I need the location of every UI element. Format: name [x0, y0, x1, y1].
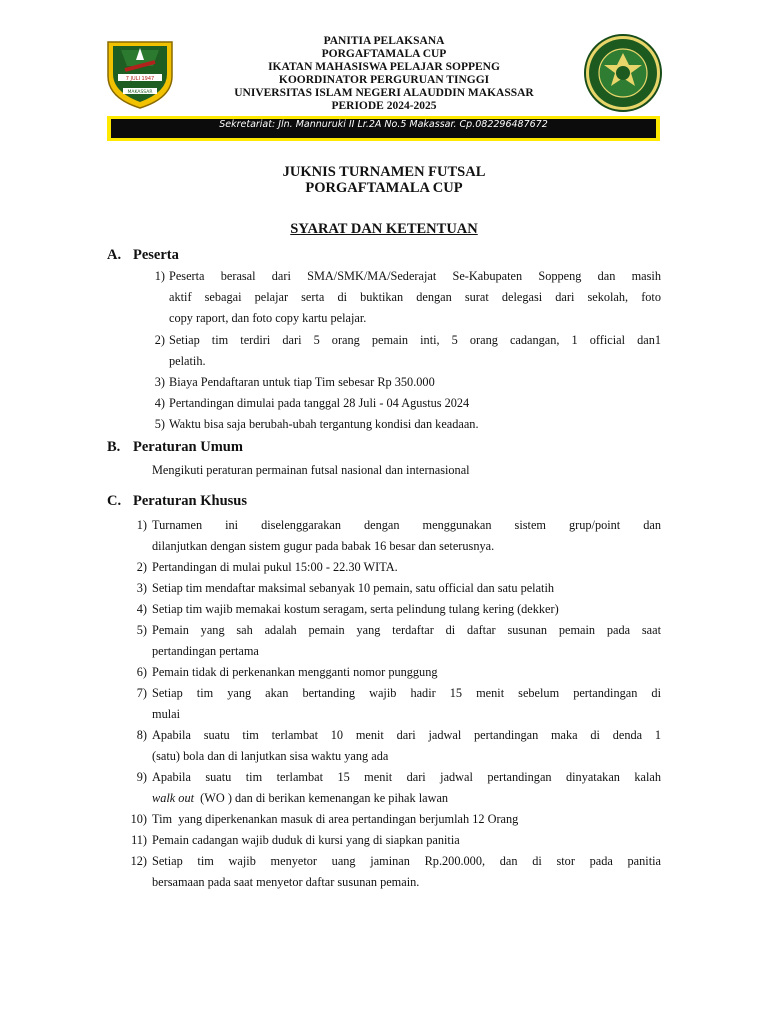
letterhead — [178, 35, 590, 113]
item-text: Biaya Pendaftaran untuk tiap Tim sebesar Rp 350.000 — [169, 375, 435, 389]
item-text: Pertandingan dimulai pada tanggal 28 Juli - 04 Agustus 2024 — [169, 396, 470, 410]
section-subtitle: SYARAT DAN KETENTUAN — [290, 221, 478, 237]
section-title: Peserta — [133, 247, 179, 263]
italic-term: walk out — [152, 791, 195, 805]
item-text: pertandingan pertama — [152, 644, 259, 658]
item-number: 8) — [136, 728, 147, 742]
header-line: PANITIA PELAKSANA — [323, 35, 445, 47]
item-text: (satu) bola dan di lanjutkan sisa waktu yang ada — [152, 749, 389, 763]
section-letter: A. — [107, 247, 122, 263]
organization-logo-left — [103, 36, 177, 110]
item-text: bersamaan pada saat menyetor daftar susunan pemain. — [152, 875, 420, 889]
item-text: Turnamen ini diselenggarakan dengan menggunakan sistem grup/point dan — [152, 518, 661, 532]
item-number: 11) — [131, 833, 147, 847]
section-letter: B. — [107, 439, 121, 455]
item-text: Pertandingan di mulai pukul 15:00 - 22.30 WITA. — [152, 560, 398, 574]
section-heading-peraturan-khusus — [107, 492, 247, 510]
item-text: Tim yang diperkenankan masuk di area pertandingan berjumlah 12 Orang — [152, 812, 519, 826]
item-text: Peserta berasal dari SMA/SMK/MA/Sederajat Se-Kabupaten Soppeng dan masih — [169, 269, 661, 283]
item-text: Pemain tidak di perkenankan mengganti nomor punggung — [152, 665, 438, 679]
item-text: Waktu bisa saja berubah-ubah tergantung kondisi dan keadaan. — [169, 417, 479, 431]
logo-city-text: MAKASSAR — [127, 90, 153, 95]
item-text: aktif sebagai pelajar serta di buktikan dengan surat delegasi dari sekolah, foto — [169, 290, 661, 304]
item-text: Setiap tim mendaftar maksimal sebanyak 10 pemain, satu official dan satu pelatih — [152, 581, 555, 595]
item-text: Pemain yang sah adalah pemain yang terdaftar di daftar susunan pemain pada saat — [152, 623, 661, 637]
item-text: Pemain cadangan wajib duduk di kursi yang di siapkan panitia — [152, 833, 460, 847]
item-number: 1) — [154, 269, 165, 283]
title-line: PORGAFTAMALA CUP — [305, 180, 463, 196]
header-line: PORGAFTAMALA CUP — [321, 48, 447, 60]
item-number: 4) — [136, 602, 147, 616]
university-logo-right — [583, 33, 663, 113]
item-text: mulai — [152, 707, 181, 721]
item-number: 10) — [130, 812, 147, 826]
header-line: KOORDINATOR PERGURUAN TINGGI — [278, 74, 490, 86]
item-text: Setiap tim wajib menyetor uang jaminan Rp.200.000, dan di stor pada panitia — [152, 854, 661, 868]
item-text: pelatih. — [169, 354, 206, 368]
header-line: PERIODE 2024-2025 — [331, 100, 437, 112]
section-title: Peraturan Umum — [133, 439, 243, 455]
item-number: 7) — [136, 686, 147, 700]
item-text: Setiap tim wajib memakai kostum seragam, serta pelindung tulang kering (dekker) — [152, 602, 559, 616]
section-paragraph: Mengikuti peraturan permainan futsal nasional dan internasional — [152, 463, 470, 477]
secretariat-banner — [107, 116, 660, 141]
secretariat-address: Sekretariat: Jln. Mannuruki II Lr.2A No.5 Makassar. Cp.082296487672 — [111, 119, 656, 138]
header-line: IKATAN MAHASISWA PELAJAR SOPPENG — [268, 61, 500, 73]
document-title — [0, 164, 768, 196]
item-number: 3) — [136, 581, 147, 595]
item-number: 9) — [136, 770, 147, 784]
header-line: UNIVERSITAS ISLAM NEGERI ALAUDDIN MAKASSAR — [234, 87, 534, 99]
item-number: 5) — [136, 623, 147, 637]
item-number: 2) — [154, 333, 165, 347]
item-number: 1) — [136, 518, 147, 532]
item-number: 4) — [154, 396, 165, 410]
item-text: Apabila suatu tim terlambat 10 menit dari jadwal pertandingan maka di denda 1 — [152, 728, 661, 742]
item-number: 2) — [136, 560, 147, 574]
item-text: Apabila suatu tim terlambat 15 menit dari jadwal pertandingan dinyatakan kalah — [152, 770, 661, 784]
item-text: (WO ) dan di berikan kemenangan ke pihak lawan — [194, 791, 449, 805]
logo-date-text: 7 JULI 1947 — [125, 76, 155, 82]
item-text: copy raport, dan foto copy kartu pelajar. — [169, 311, 367, 325]
item-number: 12) — [130, 854, 147, 868]
section-heading-peraturan-umum — [107, 438, 243, 456]
section-title: Peraturan Khusus — [133, 493, 248, 509]
item-text: dilanjutkan dengan sistem gugur pada babak 16 besar dan seterusnya. — [152, 539, 495, 553]
item-number: 3) — [154, 375, 165, 389]
section-letter: C. — [107, 493, 122, 509]
item-number: 5) — [154, 417, 165, 431]
item-text: Setiap tim yang akan bertanding wajib hadir 15 menit sebelum pertandingan di — [152, 686, 661, 700]
title-line: JUKNIS TURNAMEN FUTSAL — [282, 164, 486, 180]
section-heading-peserta — [107, 246, 179, 264]
item-text: Setiap tim terdiri dari 5 orang pemain inti, 5 orang cadangan, 1 official dan1 — [169, 333, 661, 347]
item-number: 6) — [136, 665, 147, 679]
